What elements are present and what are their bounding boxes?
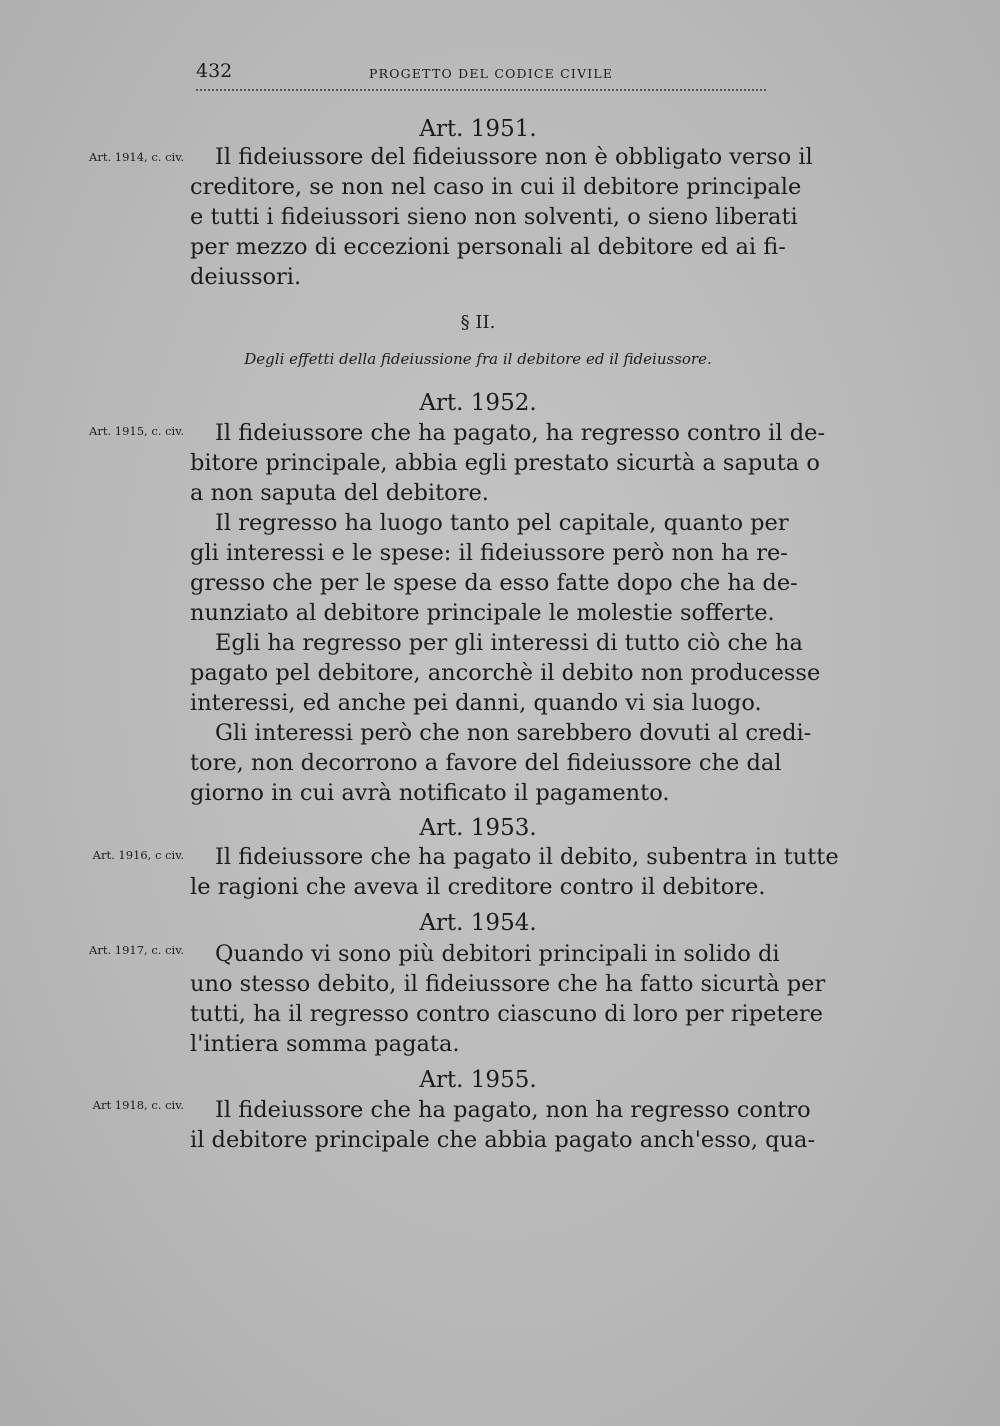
article-text-1953 — [190, 842, 839, 902]
margin-reference-1955: Art 1918, c. civ. — [92, 1098, 184, 1112]
text-line: e tutti i fideiussori sieno non solventi, o sieno liberati — [190, 204, 798, 230]
article-title-1952: Art. 1952. — [419, 390, 537, 416]
text-line: deiussori. — [190, 264, 302, 290]
text-line: giorno in cui avrà notificato il pagamento. — [190, 780, 670, 806]
text-line: gresso che per le spese da esso fatte dopo che ha de- — [190, 570, 798, 596]
text-line: l'intiera somma pagata. — [190, 1031, 460, 1057]
text-line: Il fideiussore che ha pagato, ha regresso contro il de- — [215, 420, 826, 446]
text-line: a non saputa del debitore. — [190, 480, 489, 506]
text-line: Egli ha regresso per gli interessi di tutto ciò che ha — [215, 630, 803, 656]
text-line: Il fideiussore che ha pagato, non ha regresso contro — [215, 1097, 811, 1123]
page-number: 432 — [196, 60, 233, 82]
margin-reference-1953: Art. 1916, c civ. — [92, 848, 184, 862]
text-line: tutti, ha il regresso contro ciascuno di loro per ripetere — [190, 1001, 823, 1027]
text-line: Gli interessi però che non sarebbero dovuti al credi- — [215, 720, 812, 746]
article-text-1952 — [190, 418, 826, 808]
article-text-1951 — [190, 142, 813, 292]
article-text-1954 — [190, 939, 826, 1059]
text-line: Il fideiussore del fideiussore non è obbligato verso il — [215, 144, 813, 170]
text-line: gli interessi e le spese: il fideiussore però non ha re- — [190, 540, 788, 566]
text-line: uno stesso debito, il fideiussore che ha fatto sicurtà per — [190, 971, 826, 997]
text-line: interessi, ed anche pei danni, quando vi sia luogo. — [190, 690, 762, 716]
header-rule — [196, 89, 766, 91]
text-line: Il fideiussore che ha pagato il debito, subentra in tutte — [215, 844, 839, 870]
text-line: tore, non decorrono a favore del fideiussore che dal — [190, 750, 782, 776]
text-line: creditore, se non nel caso in cui il debitore principale — [190, 174, 802, 200]
margin-reference-1952: Art. 1915, c. civ. — [89, 424, 184, 438]
text-line: Il regresso ha luogo tanto pel capitale, quanto per — [215, 510, 789, 536]
article-title-1955: Art. 1955. — [419, 1067, 537, 1093]
running-title: PROGETTO DEL CODICE CIVILE — [369, 66, 614, 81]
article-title-1951: Art. 1951. — [419, 116, 537, 142]
text-line: Quando vi sono più debitori principali in solido di — [215, 941, 780, 967]
margin-reference-1954: Art. 1917, c. civ. — [89, 943, 184, 957]
running-header — [196, 58, 766, 92]
text-line: pagato pel debitore, ancorchè il debito non producesse — [190, 660, 821, 686]
article-title-1954: Art. 1954. — [419, 910, 537, 936]
section-subtitle: Degli effetti della fideiussione fra il debitore ed il fideiussore. — [244, 350, 712, 368]
text-line: le ragioni che aveva il creditore contro il debitore. — [190, 874, 766, 900]
margin-reference-1951: Art. 1914, c. civ. — [89, 150, 184, 164]
text-line: per mezzo di eccezioni personali al debitore ed ai fi- — [190, 234, 786, 260]
article-text-1955 — [190, 1095, 816, 1155]
text-line: nunziato al debitore principale le molestie sofferte. — [190, 600, 775, 626]
section-number: § II. — [460, 312, 496, 333]
text-line: bitore principale, abbia egli prestato sicurtà a saputa o — [190, 450, 820, 476]
article-title-1953: Art. 1953. — [419, 815, 537, 841]
text-line: il debitore principale che abbia pagato anch'esso, qua- — [190, 1127, 816, 1153]
